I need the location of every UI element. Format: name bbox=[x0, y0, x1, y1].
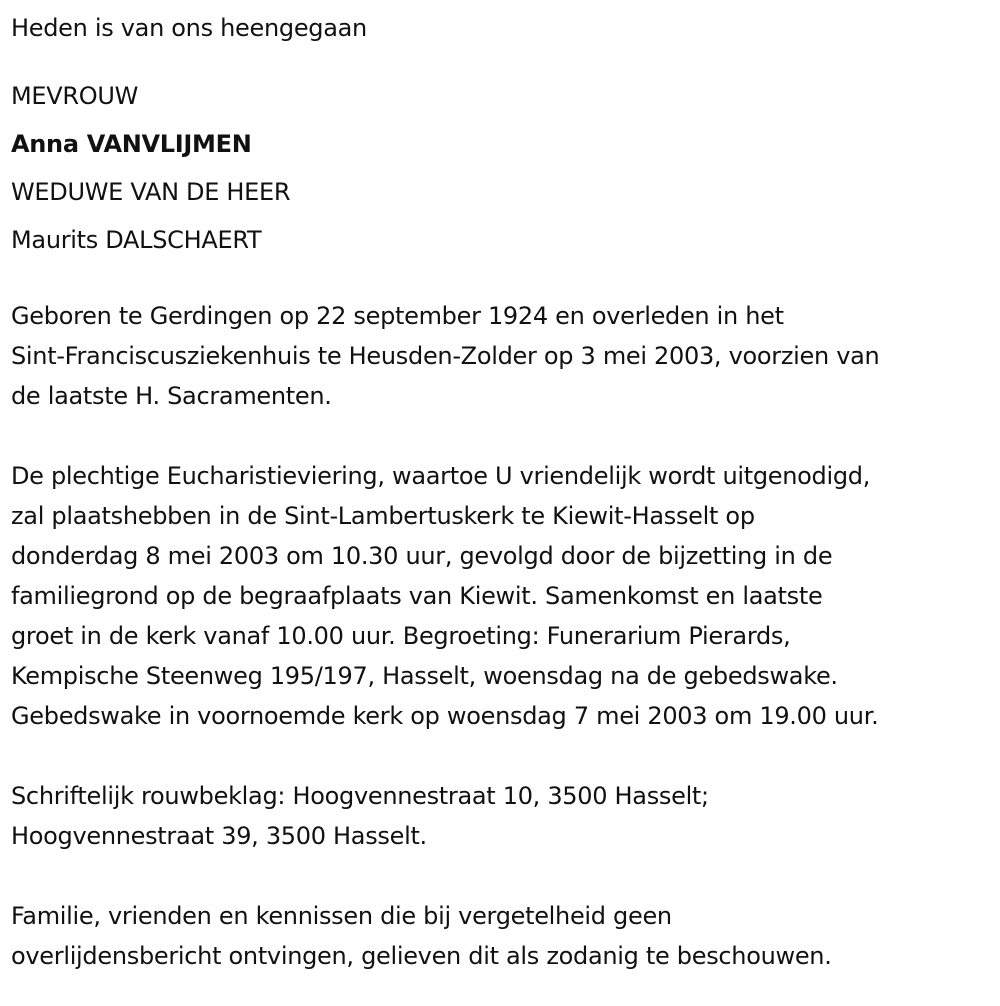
paragraph-line: Gebedswake in voornoemde kerk op woensdag 7 mei 2003 om 19.00 uur. bbox=[11, 702, 879, 730]
deceased-title: MEVROUW bbox=[11, 82, 139, 110]
condolences-paragraph bbox=[11, 776, 1000, 856]
deceased-name: Anna VANVLIJMEN bbox=[11, 130, 252, 158]
paragraph-line: Hoogvennestraat 39, 3500 Hasselt. bbox=[11, 822, 427, 850]
paragraph-line: Familie, vrienden en kennissen die bij vergetelheid geen bbox=[11, 902, 672, 930]
spacer bbox=[11, 416, 1000, 456]
deceased-spouse: Maurits DALSCHAERT bbox=[11, 226, 262, 254]
paragraph-line: Schriftelijk rouwbeklag: Hoogvennestraat 10, 3500 Hasselt; bbox=[11, 782, 709, 810]
spacer bbox=[11, 48, 1000, 72]
paragraph-line: zal plaatshebben in de Sint-Lambertuskerk te Kiewit-Hasselt op bbox=[11, 502, 755, 530]
paragraph-line: Sint-Franciscusziekenhuis te Heusden-Zolder op 3 mei 2003, voorzien van bbox=[11, 342, 880, 370]
paragraph-line: de laatste H. Sacramenten. bbox=[11, 382, 332, 410]
paragraph-line: Kempische Steenweg 195/197, Hasselt, woensdag na de gebedswake. bbox=[11, 662, 838, 690]
deceased-block bbox=[11, 72, 1000, 264]
deceased-relation: WEDUWE VAN DE HEER bbox=[11, 178, 291, 206]
paragraph-line: De plechtige Eucharistieviering, waartoe U vriendelijk wordt uitgenodigd, bbox=[11, 462, 871, 490]
paragraph-line: overlijdensbericht ontvingen, gelieven dit als zodanig te beschouwen. bbox=[11, 942, 832, 970]
birth-paragraph bbox=[11, 296, 1000, 416]
spacer bbox=[11, 856, 1000, 896]
ceremony-paragraph bbox=[11, 456, 1000, 736]
spacer bbox=[11, 264, 1000, 296]
spacer bbox=[11, 736, 1000, 776]
paragraph-line: donderdag 8 mei 2003 om 10.30 uur, gevolgd door de bijzetting in de bbox=[11, 542, 833, 570]
paragraph-line: Geboren te Gerdingen op 22 september 1924 en overleden in het bbox=[11, 302, 784, 330]
paragraph-line: familiegrond op de begraafplaats van Kiewit. Samenkomst en laatste bbox=[11, 582, 823, 610]
paragraph-line: groet in de kerk vanaf 10.00 uur. Begroeting: Funerarium Pierards, bbox=[11, 622, 791, 650]
intro-line: Heden is van ons heengegaan bbox=[11, 14, 367, 42]
closing-paragraph bbox=[11, 896, 1000, 976]
